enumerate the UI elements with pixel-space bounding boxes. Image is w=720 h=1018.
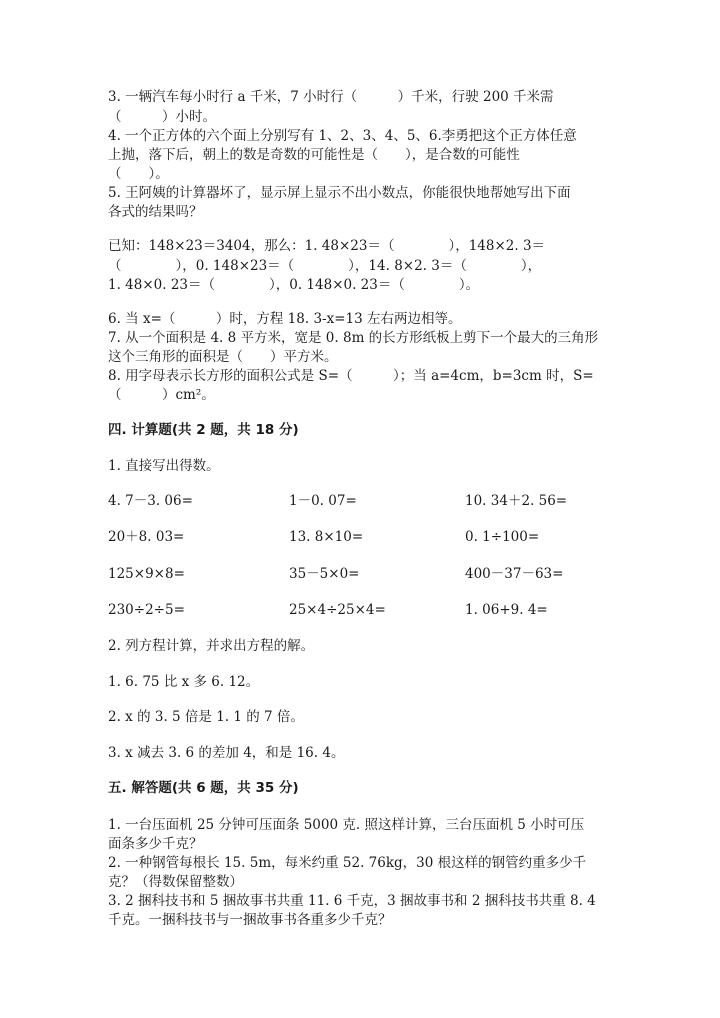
calc-item: 1. 06+9. 4= xyxy=(465,602,548,618)
calc-item: 230÷2÷5= xyxy=(108,602,185,618)
s5-q3-line-1: 3. 2 捆科技书和 5 捆故事书共重 11. 6 千克，3 捆故事书和 2 捆科技书共重 8. 4 xyxy=(108,893,596,909)
q3-line-2: （ ）小时。 xyxy=(108,109,216,125)
q4-line-2: 上抛，落下后，朝上的数是奇数的可能性是（ ），是合数的可能性 xyxy=(108,147,520,163)
calc-item: 25×4÷25×4= xyxy=(289,602,386,618)
calc-item: 1－0. 07= xyxy=(289,493,357,509)
q5-line-3: 已知：148×23＝3404，那么：1. 48×23＝（ ），148×2. 3＝ xyxy=(108,238,546,254)
q8-line-2: （ ）cm²。 xyxy=(108,387,215,403)
s5-q1-line-2: 面条多少千克？ xyxy=(108,836,203,852)
calc-item: 4. 7－3. 06= xyxy=(108,493,193,509)
equation-item: 2. x 的 3. 5 倍是 1. 1 的 7 倍。 xyxy=(108,709,304,725)
s5-q3-line-2: 千克。一捆科技书与一捆故事书各重多少千克？ xyxy=(108,912,392,928)
calc-item: 35－5×0= xyxy=(289,566,360,582)
equation-item: 1. 6. 75 比 x 多 6. 12。 xyxy=(108,674,260,690)
calc-item: 125×9×8= xyxy=(108,566,185,582)
s5-q1-line-1: 1. 一台压面机 25 分钟可压面条 5000 克. 照这样计算，三台压面机 5 小时可压 xyxy=(108,817,585,833)
q4-line-3: （ ）。 xyxy=(108,166,169,182)
s5-q2-line-2: 克？（得数保留整数） xyxy=(108,874,243,890)
q7-line-1: 7. 从一个面积是 4. 8 平方米，宽是 0. 8m 的长方形纸板上剪下一个最大的三角形 xyxy=(108,330,599,346)
calc-item: 20＋8. 03= xyxy=(108,529,185,545)
q4-line-1: 4. 一个正方体的六个面上分别写有 1、2、3、4、5、6.李勇把这个正方体任意 xyxy=(108,128,577,144)
calc-item: 10. 34＋2. 56= xyxy=(465,493,568,509)
s5-q2-line-1: 2. 一种钢管每根长 15. 5m，每米约重 52. 76kg，30 根这样的钢管约重多少千 xyxy=(108,855,587,871)
calc-item: 400－37－63= xyxy=(465,566,564,582)
q5-line-4: （ ），0. 148×23＝（ ），14. 8×2. 3＝（ ）， xyxy=(108,258,542,274)
q5-line-5: 1. 48×0. 23＝（ ），0. 148×0. 23＝（ ）。 xyxy=(108,277,480,293)
q3-line-1: 3. 一辆汽车每小时行 a 千米，7 小时行（ ）千米，行驶 200 千米需 xyxy=(108,89,554,105)
section4-q2-title: 2. 列方程计算，并求出方程的解。 xyxy=(108,638,315,654)
calc-item: 13. 8×10= xyxy=(289,529,364,545)
q5-line-1: 5. 王阿姨的计算器坏了，显示屏上显示不出小数点，你能很快地帮她写出下面 xyxy=(108,185,571,201)
q6-line-1: 6. 当 x=（ ）时，方程 18. 3-x=13 左右两边相等。 xyxy=(108,311,462,327)
q8-line-1: 8. 用字母表示长方形的面积公式是 S=（ ）；当 a=4cm，b=3cm 时，S= xyxy=(108,368,594,384)
section4-heading: 四. 计算题(共 2 题，共 18 分) xyxy=(108,422,299,438)
q5-line-2: 各式的结果吗？ xyxy=(108,204,203,220)
section4-q1-title: 1. 直接写出得数。 xyxy=(108,458,220,474)
equation-item: 3. x 减去 3. 6 的差加 4，和是 16. 4。 xyxy=(108,745,345,761)
section5-heading: 五. 解答题(共 6 题，共 35 分) xyxy=(108,780,299,796)
calc-item: 0. 1÷100= xyxy=(465,529,540,545)
q7-line-2: 这个三角形的面积是（ ）平方米。 xyxy=(108,349,338,365)
